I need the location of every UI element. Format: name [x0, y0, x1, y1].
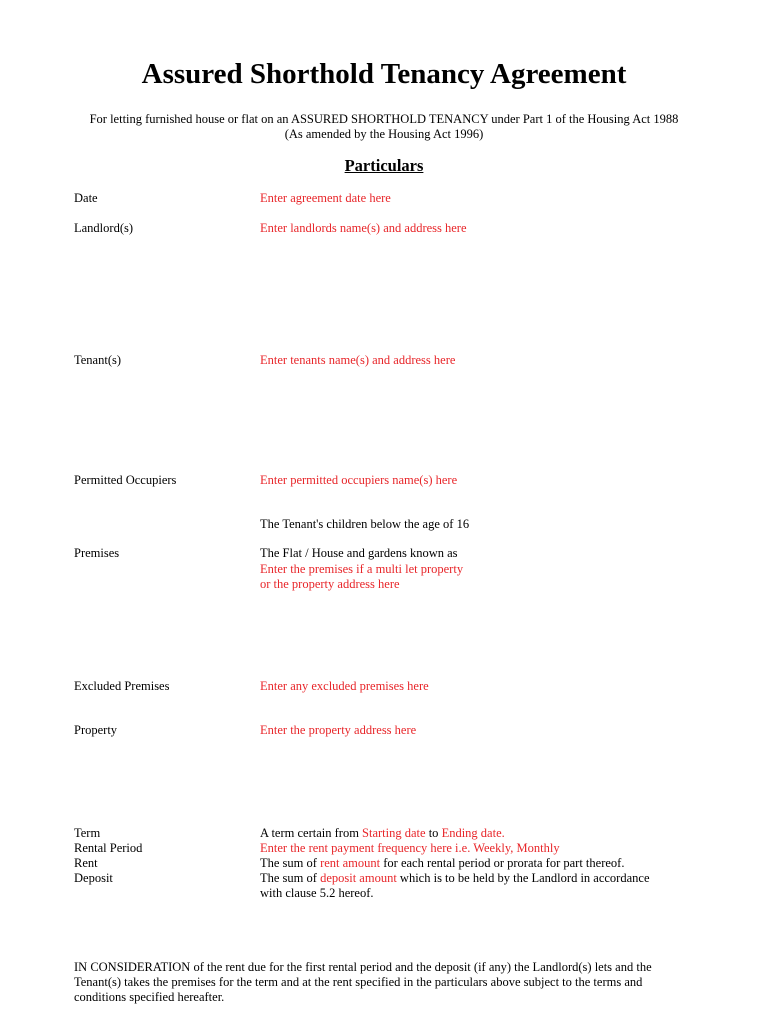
document-subtitle-amendment: (As amended by the Housing Act 1996) [284, 127, 484, 141]
term-connector: to [425, 826, 442, 840]
deposit-label: Deposit [74, 871, 113, 885]
deposit-value-line2: with clause 5.2 hereof. [260, 886, 374, 900]
rent-label: Rent [74, 856, 98, 870]
tenants-value: Enter tenants name(s) and address here [260, 353, 456, 367]
rent-prefix: The sum of [260, 856, 321, 870]
deposit-prefix: The sum of [260, 871, 321, 885]
rent-value [260, 856, 624, 871]
term-label: Term [74, 826, 101, 840]
landlords-value: Enter landlords name(s) and address here [260, 221, 467, 235]
term-value [260, 826, 505, 841]
deposit-value [260, 871, 650, 886]
permitted-occupiers-label: Permitted Occupiers [74, 473, 177, 487]
date-label: Date [74, 191, 98, 205]
premises-placeholder-2: or the property address here [260, 577, 400, 591]
consideration-paragraph: IN CONSIDERATION of the rent due for the first rental period and the deposit (if any) the Landlord(s) lets and the Tenant(s) takes the premises for the term and at the rent specified in the particulars above subject to the terms and conditions specified hereafter. [74, 960, 652, 1004]
rent-suffix: for each rental period or prorata for part thereof. [380, 856, 625, 870]
premises-line: The Flat / House and gardens known as [260, 546, 458, 560]
term-end-date: Ending date. [441, 826, 505, 840]
property-value: Enter the property address here [260, 723, 417, 737]
excluded-premises-label: Excluded Premises [74, 679, 170, 693]
tenants-label: Tenant(s) [74, 353, 122, 367]
permitted-occupiers-note: The Tenant's children below the age of 16 [260, 517, 470, 531]
rental-period-label: Rental Period [74, 841, 143, 855]
deposit-amount: deposit amount [320, 871, 397, 885]
term-start-date: Starting date [362, 826, 426, 840]
property-label: Property [74, 723, 118, 737]
premises-label: Premises [74, 546, 120, 560]
landlords-label: Landlord(s) [74, 221, 134, 235]
excluded-premises-value: Enter any excluded premises here [260, 679, 429, 693]
date-value: Enter agreement date here [260, 191, 391, 205]
document-title: Assured Shorthold Tenancy Agreement [141, 58, 627, 90]
premises-placeholder: Enter the premises if a multi let property [260, 562, 464, 576]
permitted-occupiers-value: Enter permitted occupiers name(s) here [260, 473, 458, 487]
term-prefix: A term certain from [260, 826, 363, 840]
rental-period-value: Enter the rent payment frequency here i.e. Weekly, Monthly [260, 841, 560, 855]
deposit-suffix: which is to be held by the Landlord in accordance [396, 871, 650, 885]
particulars-heading: Particulars [344, 156, 424, 175]
rent-amount: rent amount [320, 856, 381, 870]
document-subtitle: For letting furnished house or flat on an ASSURED SHORTHOLD TENANCY under Part 1 of the Housing Act 1988 [89, 112, 679, 126]
